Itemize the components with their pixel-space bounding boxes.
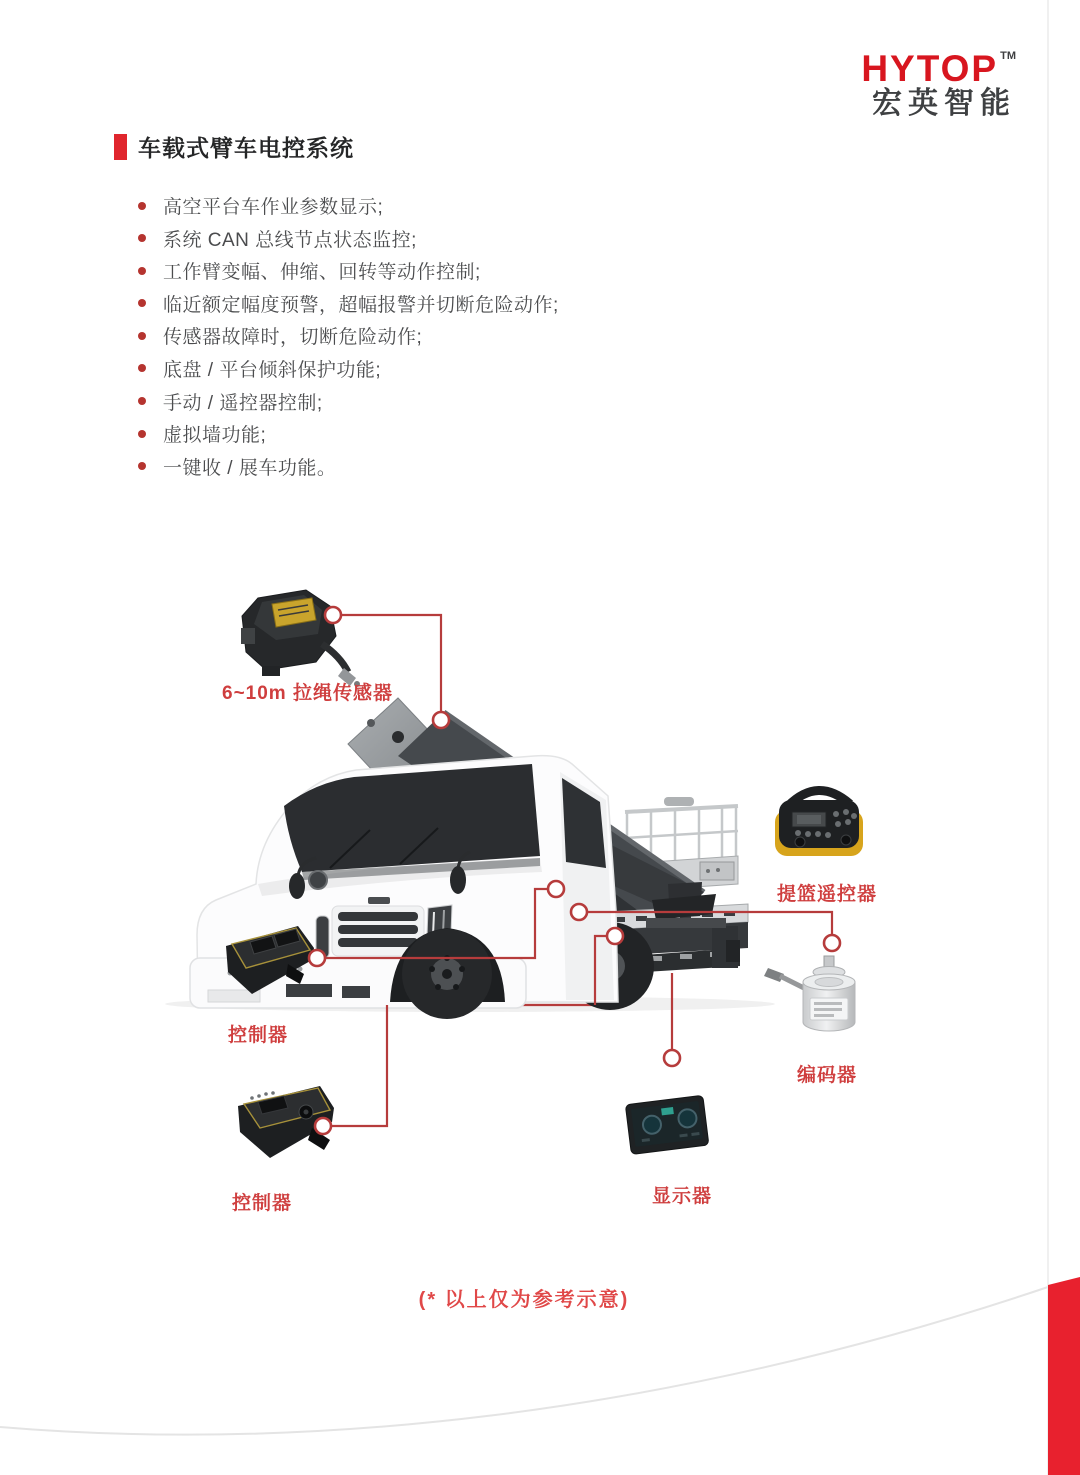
feature-text: 高空平台车作业参数显示; — [163, 197, 384, 218]
basket-remote-image — [775, 790, 863, 856]
feature-text: 临近额定幅度预警，超幅报警并切断危险动作; — [163, 294, 559, 316]
rope-sensor-label: 6~10m 拉绳传感器 — [222, 683, 393, 704]
encoder-image — [764, 956, 855, 1031]
trademark-mark: TM — [1000, 50, 1016, 62]
feature-text: 工作臂变幅、伸缩、回转等动作控制; — [163, 262, 481, 284]
logo-brand-text: HYTOP — [861, 48, 999, 89]
feature-text: 传感器故障时，切断危险动作; — [163, 327, 423, 349]
display-label: 显示器 — [652, 1186, 713, 1207]
display-image — [625, 1095, 709, 1154]
feature-text: 一键收 / 展车功能。 — [163, 457, 337, 479]
controller-top-label: 控制器 — [228, 1025, 289, 1046]
section-title: 车载式臂车电控系统 — [138, 135, 354, 161]
logo-subbrand-text: 宏英智能 — [872, 87, 1016, 120]
basket-remote-label: 提篮遥控器 — [777, 884, 878, 905]
rope-sensor-image — [241, 590, 360, 687]
encoder-label: 编码器 — [797, 1065, 858, 1086]
feature-text: 底盘 / 平台倾斜保护功能; — [163, 359, 382, 381]
controller-bottom-label: 控制器 — [232, 1193, 293, 1214]
feature-text: 手动 / 遥控器控制; — [163, 392, 323, 414]
corner-red-accent — [1048, 1277, 1080, 1475]
feature-text: 系统 CAN 总线节点状态监控; — [163, 229, 417, 251]
reference-footnote: (* 以上仅为参考示意) — [418, 1289, 630, 1311]
feature-text: 虚拟墙功能; — [163, 425, 267, 447]
